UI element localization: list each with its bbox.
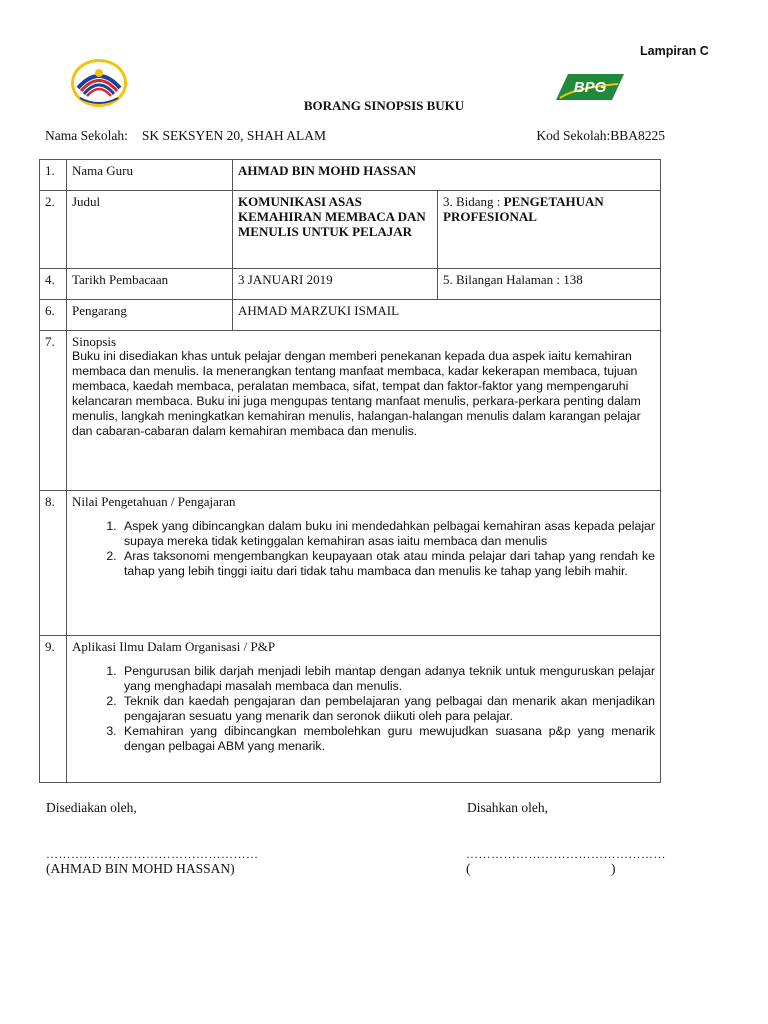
application-label: Aplikasi Ilmu Dalam Organisasi / P&P [72,639,276,654]
bpg-logo-text: BPG [573,79,607,96]
school-name-value: SK SEKSYEN 20, SHAH ALAM [141,128,327,143]
approved-signature-line: ………………………………………… [466,847,666,861]
field-value: PENGETAHUAN PROFESIONAL [443,194,604,224]
teacher-name-value: AHMAD BIN MOHD HASSAN [233,160,661,191]
appendix-label: Lampiran C [640,44,709,58]
row-title [40,191,661,269]
school-name-label: Nama Sekolah: [45,128,128,143]
reading-date-value: 3 JANUARI 2019 [233,269,438,300]
list-item: 1. Pengurusan bilik darjah menjadi lebih mantap dengan adanya teknik untuk menguruskan pelajar yang menghadapi masalah membaca dan menulis. [120,664,655,694]
synopsis-text: Buku ini disediakan khas untuk pelajar dengan memberi penekanan kepada dua aspek iaitu kemahiran membaca dan menulis. Ia menerangkan tentang manfaat membaca, kadar kekerapan membaca, tujuan membaca, kaedah membaca, peralatan membaca, sifat, tempat dan faktor-faktor yang mempengaruhi kelancaran membaca. Buku ini juga mengupas tentang manfaat menulis, perkara-perkara penting dalam menulis, langkah meningkatkan kemahiran menulis, halangan-halangan menulis dalam karangan pelajar dan cabaran-cabaran dalam kemahiran membaca dan menulis. [72,349,641,438]
application-list [72,664,655,754]
knowledge-value-label: Nilai Pengetahuan / Pengajaran [72,494,236,509]
page-count: 5. Bilangan Halaman : 138 [438,269,661,300]
list-item: 2. Aras taksonomi mengembangkan keupayaan otak atau minda pelajar dari tahap yang rendah ke tahap yang lebih tinggi iaitu dari tidak tahu mambaca dan menulis ke tahap yang lebih mahir. [120,549,655,579]
list-item: 2. Teknik dan kaedah pengajaran dan pembelajaran yang pelbagai dan menarik akan menjadikan pengajaran sesuatu yang menarik dan seronok diikuti oleh para pelajar. [120,694,655,724]
prepared-by-label: Disediakan oleh, [46,800,137,815]
row-number: 6. [40,300,67,331]
field-label: Pengarang [67,300,233,331]
prepared-by-name: (AHMAD BIN MOHD HASSAN) [46,861,235,876]
school-code: Kod Sekolah:BBA8225 [536,128,665,143]
row-number: 8. [40,491,67,636]
prepared-signature-line: …………………………………………… [46,847,259,861]
row-teacher-name [40,160,661,191]
row-number: 9. [40,636,67,783]
row-number: 2. [40,191,67,269]
approved-name-close-paren: ) [611,861,616,876]
row-number: 1. [40,160,67,191]
synopsis-label: Sinopsis [72,334,117,349]
row-knowledge-value [40,491,661,636]
row-reading-date [40,269,661,300]
row-application [40,636,661,783]
approved-name-open-paren: ( [466,861,471,876]
row-author [40,300,661,331]
list-item: 1. Aspek yang dibincangkan dalam buku ini mendedahkan pelbagai kemahiran asas kepada pelajar supaya mereka tidak ketinggalan kemahiran asas iaitu membaca dan menulis [120,519,655,549]
knowledge-value-cell [67,491,661,636]
field-label: Tarikh Pembacaan [67,269,233,300]
author-value: AHMAD MARZUKI ISMAIL [233,300,661,331]
field-label: 3. Bidang : [443,194,501,209]
synopsis-cell [67,331,661,491]
document-title: BORANG SINOPSIS BUKU [303,98,465,113]
field-label: Judul [67,191,233,269]
knowledge-value-list [72,519,655,579]
application-cell [67,636,661,783]
synopsis-form-table [39,159,661,783]
row-number: 4. [40,269,67,300]
field-label: Nama Guru [67,160,233,191]
book-title-value: KOMUNIKASI ASAS KEMAHIRAN MEMBACA DAN MENULIS UNTUK PELAJAR [233,191,438,269]
field-cell [438,191,661,269]
school-row [45,128,665,144]
list-item: 3. Kemahiran yang dibincangkan membolehkan guru mewujudkan suasana p&p yang menarik dengan pelbagai ABM yang menarik. [120,724,655,754]
approved-by-label: Disahkan oleh, [467,800,548,815]
row-number: 7. [40,331,67,491]
row-synopsis [40,331,661,491]
